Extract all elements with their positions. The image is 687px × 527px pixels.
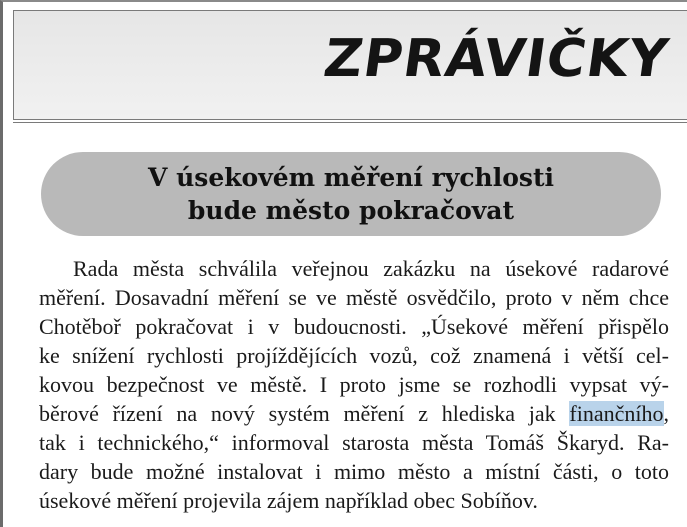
article-line-tail[interactable]: ,: [663, 401, 669, 426]
headline-box: [41, 152, 661, 236]
article-line[interactable]: Rada města schválila veřejnou zakázku na úsekové radarové: [73, 256, 669, 281]
article-line[interactable]: kovou bezpečnost ve městě. I proto jsme se rozhodli vypsat vý-: [39, 372, 669, 397]
article-line[interactable]: úsekové měření projevila zájem například obec Sobíňov.: [39, 488, 538, 513]
section-header: [13, 10, 687, 120]
selected-text[interactable]: finančního: [569, 401, 664, 426]
article-line-text[interactable]: běrové řízení na nový systém měření z hlediska jak: [39, 401, 570, 426]
article-line[interactable]: ke snížení rychlosti projíždějících vozů, což znamená i větší cel-: [39, 343, 669, 368]
headline-line-1: V úsekovém měření rychlosti: [147, 163, 555, 192]
headline-line-2: bude město pokračovat: [187, 196, 515, 225]
article-line-with-selection[interactable]: [39, 399, 669, 428]
article-body[interactable]: [39, 254, 669, 515]
article-line[interactable]: dary bude možné instalovat i mimo město a místní části, o toto: [39, 459, 669, 484]
article-line[interactable]: Chotěboř pokračovat i v budoucnosti. „Úsekové měření přispělo: [39, 314, 669, 339]
headline: [148, 161, 554, 227]
section-title: ZPRÁVIČKY: [319, 29, 673, 89]
article-line[interactable]: tak i technického,“ informoval starosta města Tomáš Škaryd. Ra-: [39, 430, 669, 455]
divider: [13, 122, 687, 123]
article-line[interactable]: měření. Dosavadní měření se ve městě osvědčilo, proto v něm chce: [39, 285, 669, 310]
